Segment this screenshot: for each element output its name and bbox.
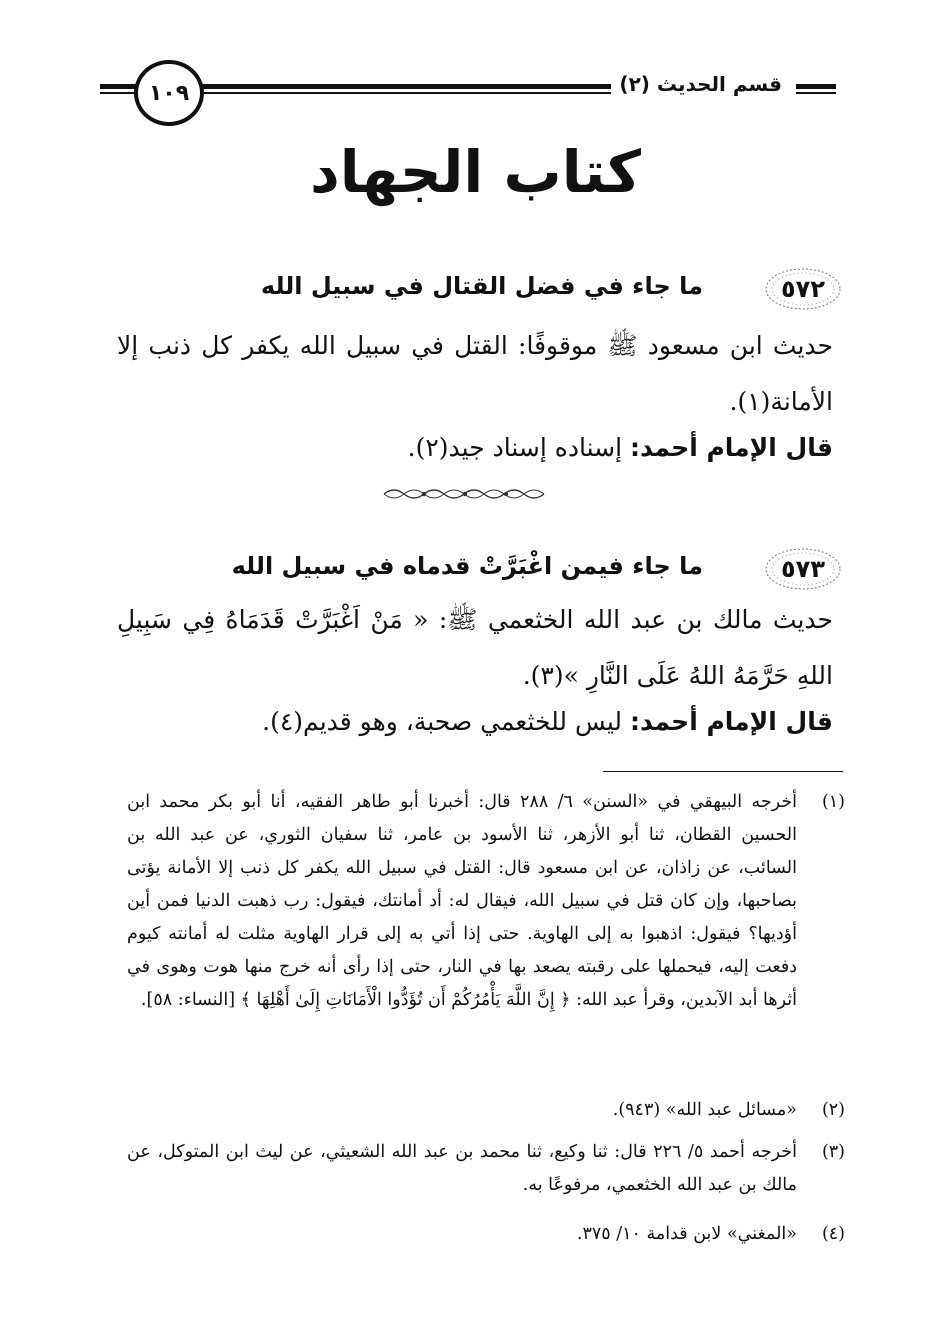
section-number-badge <box>763 546 843 592</box>
hadith-text: حديث مالك بن عبد الله الخثعمي ﷺ: « مَنْ اَغْبَرَّتْ قَدَمَاهُ فِي سَبِيلِ اللهِ حَرَّمَهُ اللهُ عَلَى النَّارِ »(٣). <box>117 605 833 690</box>
header-rule-thin <box>100 92 136 94</box>
footnote-text: أخرجه أحمد ٥/ ٢٢٦ قال: ثنا وكيع، ثنا محمد بن عبد الله الشعيثي، عن ليث ابن المتوكل، عن مالك بن عبد الله الخثعمي، مرفوعًا به. <box>127 1142 797 1195</box>
footnote-text: أخرجه البيهقي في «السنن» ٦/ ٢٨٨ قال: أخبرنا أبو طاهر الفقيه، أنا أبو بكر محمد ابن الحسين القطان، ثنا أبو الأزهر، ثنا الأسود بن عامر، ثنا سفيان الثوري، عن عبد الله بن السائب، عن زاذان، عن ابن مسعود قال: القتل في سبيل الله يكفر كل ذنب إلا الأمانة يؤتى بصاحبها، وإن كان قتل في سبيل الله، فيقال له: أد أمانتك، فيقول: رب ذهبت الدنيا فمن أين أؤديها؟ فيقول: اذهبوا به إلى الهاوية. حتى إذا أتي به إلى قرار الهاوية مثلت له أمانته كيوم دفعت إليه، فيحملها على رقبته يصعد بها في النار، حتى إذا رأى أنه خرج منها هوت وهوى في أثرها أبد الآبدين، وقرأ عبد الله: ﴿ إِنَّ اللَّهَ يَأْمُرُكُمْ أَن تُؤَدُّوا الْأَمَانَاتِ إِلَىٰ أَهْلِهَا ﴾ [النساء: ٥٨]. <box>127 792 797 1010</box>
divider-ornament-icon <box>380 484 550 504</box>
footnote <box>127 1218 845 1251</box>
imam-text: ليس للخثعمي صحبة، وهو قديم(٤). <box>262 707 623 736</box>
book-title: كتاب الجهاد <box>310 138 641 206</box>
header-rule-thin <box>190 92 656 94</box>
section-title: ما جاء فيمن اغْبَرَّتْ قدماه في سبيل الله <box>231 552 703 580</box>
footnote <box>127 1094 845 1127</box>
section-title: ما جاء في فضل القتال في سبيل الله <box>260 272 703 300</box>
imam-statement <box>117 420 833 476</box>
hadith-text: حديث ابن مسعود ﷺ موقوفًا: القتل في سبيل الله يكفر كل ذنب إلا الأمانة(١). <box>117 331 833 416</box>
page-header <box>100 58 836 128</box>
imam-text: إسناده إسناد جيد(٢). <box>407 433 623 462</box>
header-rule <box>100 84 136 89</box>
page-number: ١٠٩ <box>134 60 204 126</box>
section-number-badge <box>763 266 843 312</box>
footnote-number: (٢) <box>821 1100 845 1120</box>
footnote-number: (٣) <box>821 1142 845 1162</box>
imam-label: قال الإمام أحمد: <box>629 433 833 462</box>
section-number: ٥٧٢ <box>781 275 825 303</box>
footnote-number: (١) <box>821 792 845 812</box>
footnote-text: «مسائل عبد الله» (٩٤٣). <box>612 1100 797 1120</box>
footnote <box>127 786 845 1017</box>
section-number: ٥٧٣ <box>781 555 825 583</box>
footnote-number: (٤) <box>821 1224 845 1244</box>
running-title: قسم الحديث (٢) <box>611 72 790 96</box>
section-heading <box>90 546 843 594</box>
header-rule-thin <box>796 92 836 94</box>
header-rule <box>796 84 836 89</box>
header-rule <box>190 84 656 89</box>
imam-label: قال الإمام أحمد: <box>629 707 833 736</box>
imam-statement <box>117 694 833 750</box>
section-heading <box>90 266 843 314</box>
footnote <box>127 1136 845 1202</box>
footnote-text: «المغني» لابن قدامة ١٠/ ٣٧٥. <box>576 1224 797 1244</box>
footnote-separator <box>603 771 843 772</box>
